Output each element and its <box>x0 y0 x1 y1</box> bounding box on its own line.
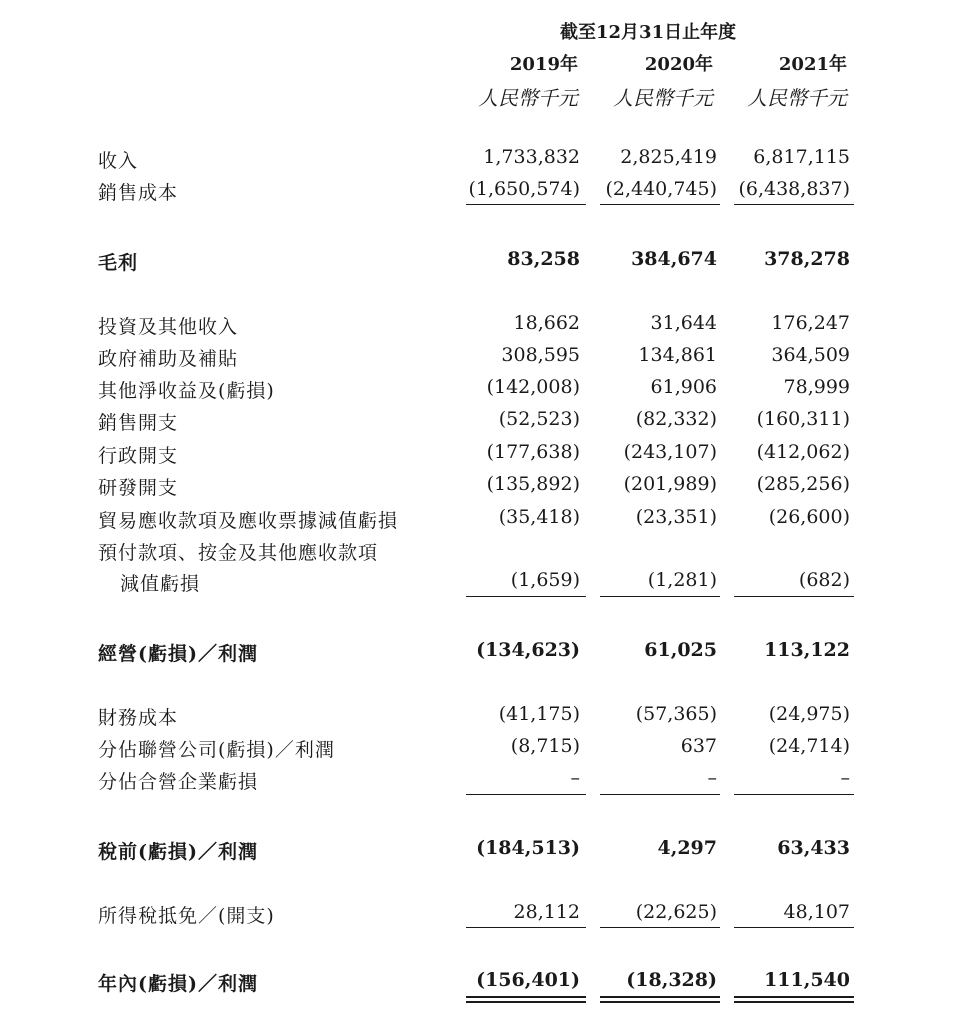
row-pretax-result <box>0 837 959 867</box>
row-finance-costs <box>0 703 959 733</box>
value-2021: 176,247 <box>771 312 850 334</box>
value-2020: (82,332) <box>635 408 717 430</box>
value-2021: 364,509 <box>771 344 850 366</box>
row-operating-result <box>0 639 959 669</box>
value-2021: 378,278 <box>764 248 850 270</box>
row-label: 分佔合營企業虧損 <box>98 771 259 793</box>
unit-2019: 人民幣千元 <box>478 86 578 110</box>
value-2021: (26,600) <box>768 506 850 528</box>
value-2021: (6,438,837) <box>738 178 850 200</box>
rule-2020 <box>600 204 720 205</box>
row-label: 年內(虧損)／利潤 <box>98 973 258 995</box>
value-2019: (156,401) <box>476 969 580 991</box>
rule-2020 <box>600 794 720 795</box>
year-2020-heading: 2020年 <box>644 54 713 75</box>
value-2021: 113,122 <box>764 639 850 661</box>
double-rule-2019 <box>466 996 586 1003</box>
value-2020: (2,440,745) <box>605 178 717 200</box>
value-2021: 6,817,115 <box>753 146 850 168</box>
value-2020: (57,365) <box>635 703 717 725</box>
rule-2019 <box>466 927 586 928</box>
row-selling-expenses <box>0 408 959 438</box>
rule-2021 <box>734 204 854 205</box>
value-2021: (285,256) <box>756 473 850 495</box>
value-2020: 61,906 <box>650 376 717 398</box>
value-2019: 308,595 <box>501 344 580 366</box>
value-2021: (24,714) <box>768 735 850 757</box>
value-2020: 384,674 <box>631 248 717 270</box>
value-2020: 4,297 <box>657 837 717 859</box>
value-2019: (35,418) <box>498 506 580 528</box>
value-2020: 61,025 <box>644 639 717 661</box>
value-2021: 48,107 <box>783 901 850 923</box>
row-label: 財務成本 <box>98 707 179 729</box>
rule-2021 <box>734 794 854 795</box>
value-2019: (8,715) <box>510 735 580 757</box>
double-rule-2021 <box>734 996 854 1003</box>
value-2019: – <box>570 767 580 789</box>
row-label: 投資及其他收入 <box>98 316 239 338</box>
row-label: 其他淨收益及(虧損) <box>98 380 275 402</box>
row-label: 預付款項、按金及其他應收款項 <box>98 542 379 564</box>
value-2020: 2,825,419 <box>620 146 717 168</box>
year-2021-heading: 2021年 <box>778 54 847 75</box>
rule-2021 <box>734 927 854 928</box>
value-2021: (24,975) <box>768 703 850 725</box>
row-label: 收入 <box>98 150 139 172</box>
value-2019: 83,258 <box>507 248 580 270</box>
row-other-net-gains <box>0 376 959 406</box>
row-trade-receivables-impairment <box>0 506 959 536</box>
row-associates-share <box>0 735 959 765</box>
row-joint-ventures-share <box>0 767 959 797</box>
row-label: 行政開支 <box>98 445 179 467</box>
row-label: 稅前(虧損)／利潤 <box>98 841 258 863</box>
rule-2021 <box>734 596 854 597</box>
value-2019: (41,175) <box>498 703 580 725</box>
period-heading: 截至12月31日止年度 <box>560 22 737 43</box>
row-label: 銷售成本 <box>98 182 179 204</box>
rule-2019 <box>466 596 586 597</box>
unit-2020: 人民幣千元 <box>613 86 713 110</box>
value-2019: (177,638) <box>486 441 580 463</box>
row-label: 經營(虧損)／利潤 <box>98 643 258 665</box>
row-label: 毛利 <box>98 252 139 274</box>
row-annual-result <box>0 969 959 999</box>
row-government-grants <box>0 344 959 374</box>
row-label: 貿易應收款項及應收票據減值虧損 <box>98 510 399 532</box>
value-2021: (160,311) <box>756 408 850 430</box>
value-2021: 63,433 <box>777 837 850 859</box>
value-2019: (184,513) <box>476 837 580 859</box>
value-2019: (1,659) <box>510 569 580 591</box>
value-2020: (201,989) <box>623 473 717 495</box>
rule-2019 <box>466 794 586 795</box>
row-admin-expenses <box>0 441 959 471</box>
row-label: 分佔聯營公司(虧損)／利潤 <box>98 739 335 761</box>
value-2019: (52,523) <box>498 408 580 430</box>
row-gross-profit <box>0 248 959 278</box>
row-label: 銷售開支 <box>98 412 179 434</box>
row-investment-income <box>0 312 959 342</box>
value-2020: (22,625) <box>635 901 717 923</box>
value-2019: 1,733,832 <box>483 146 580 168</box>
row-rd-expenses <box>0 473 959 503</box>
value-2020: (18,328) <box>626 969 717 991</box>
row-label: 減值虧損 <box>120 573 201 595</box>
value-2020: 637 <box>680 735 717 757</box>
value-2020: – <box>707 767 717 789</box>
year-2019-heading: 2019年 <box>509 54 578 75</box>
value-2019: (135,892) <box>486 473 580 495</box>
value-2020: 31,644 <box>650 312 717 334</box>
value-2019: (142,008) <box>486 376 580 398</box>
value-2020: (243,107) <box>623 441 717 463</box>
rule-2019 <box>466 204 586 205</box>
value-2021: 111,540 <box>764 969 850 991</box>
unit-2021: 人民幣千元 <box>747 86 847 110</box>
value-2021: (682) <box>798 569 850 591</box>
value-2020: 134,861 <box>638 344 717 366</box>
value-2021: 78,999 <box>783 376 850 398</box>
row-revenue <box>0 146 959 176</box>
value-2020: (23,351) <box>635 506 717 528</box>
value-2019: 18,662 <box>513 312 580 334</box>
value-2019: (1,650,574) <box>468 178 580 200</box>
value-2019: 28,112 <box>513 901 580 923</box>
double-rule-2020 <box>600 996 720 1003</box>
value-2019: (134,623) <box>476 639 580 661</box>
value-2021: (412,062) <box>756 441 850 463</box>
rule-2020 <box>600 596 720 597</box>
rule-2020 <box>600 927 720 928</box>
row-label: 所得稅抵免／(開支) <box>98 905 275 927</box>
row-label: 政府補助及補貼 <box>98 348 239 370</box>
row-prepayments-heading <box>0 538 959 568</box>
row-prepayments-impairment <box>0 569 959 599</box>
value-2021: – <box>840 767 850 789</box>
value-2020: (1,281) <box>647 569 717 591</box>
row-label: 研發開支 <box>98 477 179 499</box>
